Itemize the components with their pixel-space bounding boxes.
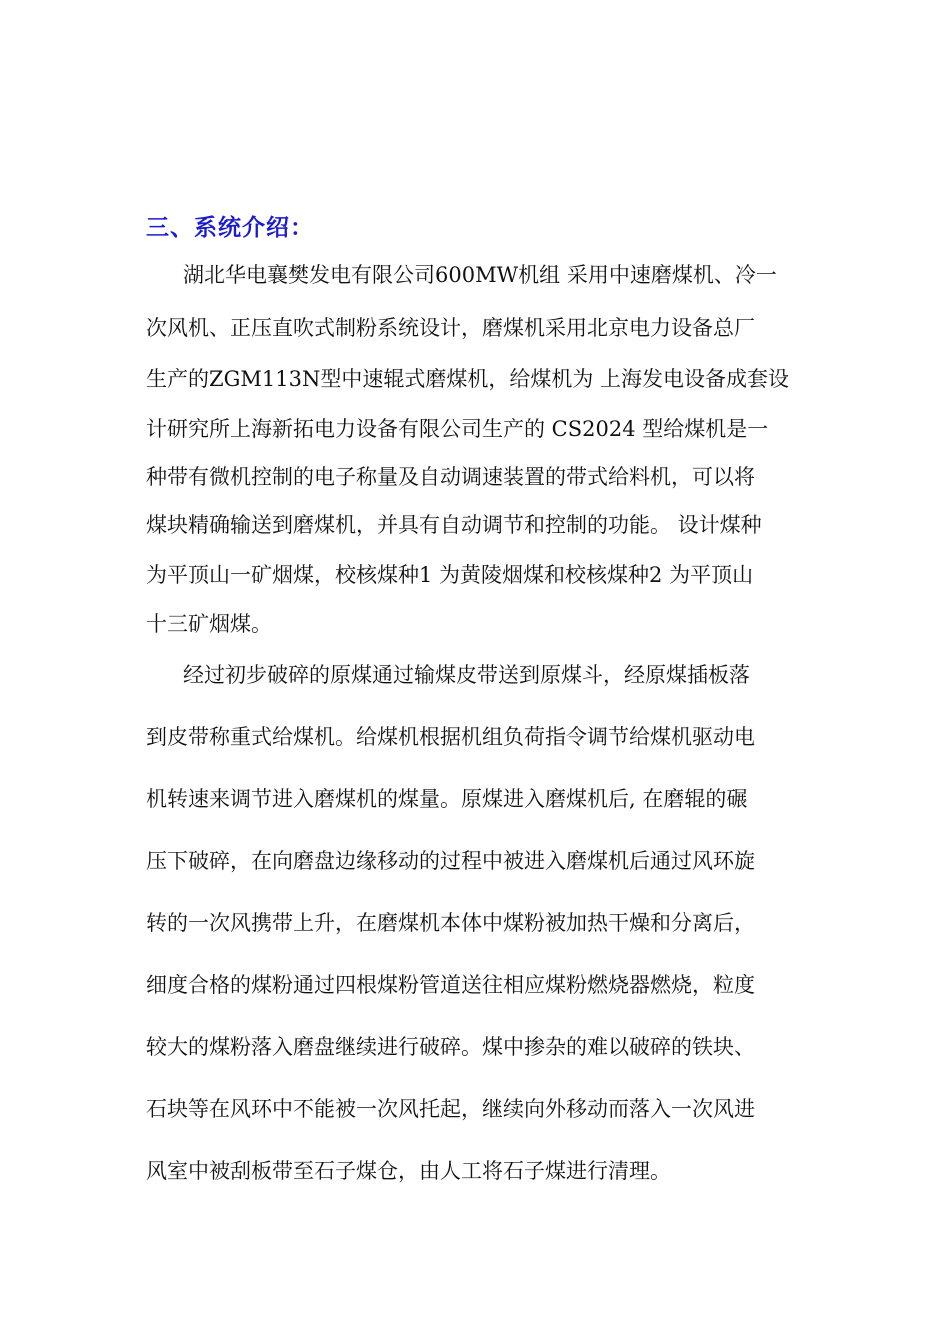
paragraph-1-line: 煤块精确输送到磨煤机，并具有自动调节和控制的功能。 设计煤种 <box>146 513 762 537</box>
paragraph-2-line: 细度合格的煤粉通过四根煤粉管道送往相应煤粉燃烧器燃烧，粒度 <box>146 973 755 997</box>
paragraph-1-line: 次风机、正压直吹式制粉系统设计，磨煤机采用北京电力设备总厂 <box>146 316 755 340</box>
paragraph-2-line: 经过初步破碎的原煤通过输煤皮带送到原煤斗，经原煤插板落 <box>183 663 750 687</box>
paragraph-2-line: 压下破碎，在向磨盘边缘移动的过程中被进入磨煤机后通过风环旋 <box>146 849 755 873</box>
paragraph-2-line: 转的一次风携带上升，在磨煤机本体中煤粉被加热干燥和分离后， <box>146 911 755 935</box>
paragraph-1-line: 种带有微机控制的电子称量及自动调速装置的带式给料机，可以将 <box>146 465 755 489</box>
paragraph-2-line: 机转速来调节进入磨煤机的煤量。原煤进入磨煤机后, 在磨辊的碾 <box>146 787 748 811</box>
paragraph-2-line: 风室中被刮板带至石子煤仓，由人工将石子煤进行清理。 <box>146 1159 671 1183</box>
paragraph-1-line: 生产的ZGM113N型中速辊式磨煤机，给煤机为 上海发电设备成套设 <box>146 367 789 391</box>
paragraph-1-line: 为平顶山一矿烟煤，校核煤种1 为黄陵烟煤和校核煤种2 为平顶山 <box>146 563 754 587</box>
paragraph-2-line: 较大的煤粉落入磨盘继续进行破碎。煤中掺杂的难以破碎的铁块、 <box>146 1035 755 1059</box>
section-heading: 三、系统介绍： <box>146 215 314 241</box>
paragraph-1-line: 湖北华电襄樊发电有限公司600MW机组 采用中速磨煤机、冷一 <box>183 263 777 287</box>
paragraph-2-line: 到皮带称重式给煤机。给煤机根据机组负荷指令调节给煤机驱动电 <box>146 725 755 749</box>
paragraph-1-line: 十三矿烟煤。 <box>146 612 272 636</box>
paragraph-2-line: 石块等在风环中不能被一次风托起，继续向外移动而落入一次风进 <box>146 1097 755 1121</box>
paragraph-1-line: 计研究所上海新拓电力设备有限公司生产的 CS2024 型给煤机是一 <box>146 417 769 441</box>
